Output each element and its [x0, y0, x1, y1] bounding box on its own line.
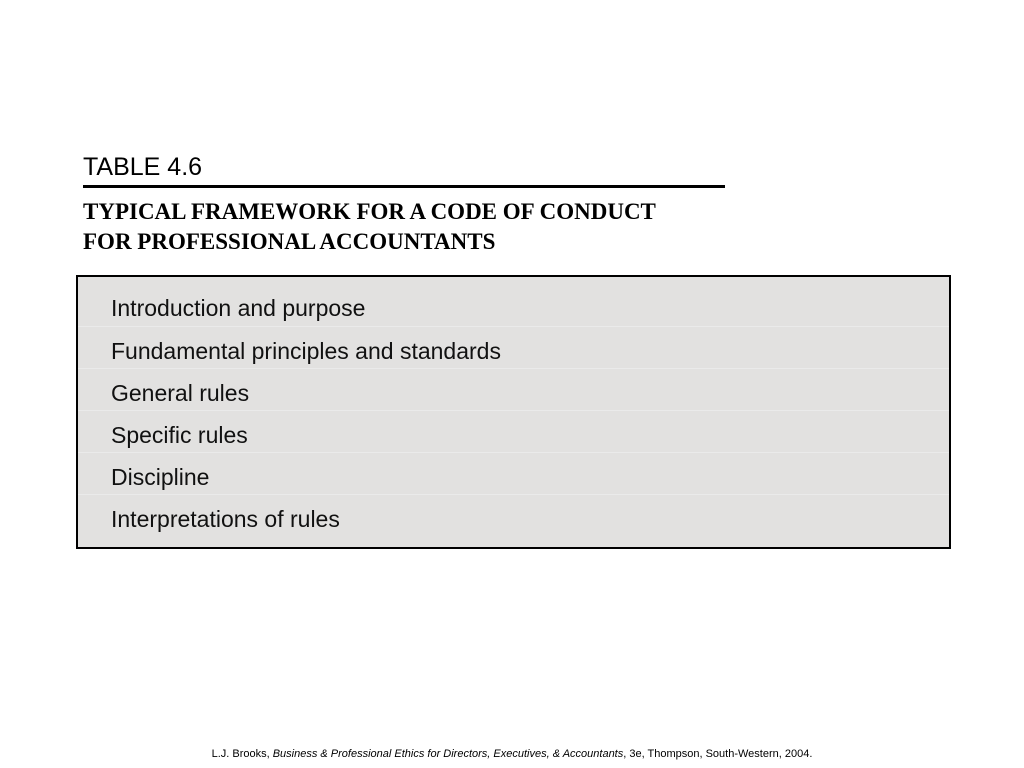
- list-item-specific-rules: Specific rules: [78, 412, 949, 453]
- list-item-interpretations: Interpretations of rules: [111, 506, 340, 532]
- table-title-line-1: TYPICAL FRAMEWORK FOR A CODE OF CONDUCT: [83, 199, 656, 224]
- list-item-discipline: Discipline: [78, 454, 949, 495]
- table-title: [83, 197, 656, 257]
- code-framework-list: [78, 277, 949, 536]
- list-item-fundamental-principles: Fundamental principles and standards: [78, 328, 949, 369]
- citation-author: L.J. Brooks,: [211, 748, 273, 760]
- list-item-general-rules: General rules: [78, 370, 949, 411]
- citation-book-title: Business & Professional Ethics for Directors, Executives, & Accountants: [272, 748, 624, 760]
- code-framework-box: [76, 275, 951, 549]
- title-underline-rule: [83, 185, 725, 188]
- table-number-label: TABLE 4.6: [83, 153, 203, 181]
- list-item-introduction: Introduction and purpose: [78, 286, 949, 327]
- table-title-line-2: FOR PROFESSIONAL ACCOUNTANTS: [83, 229, 496, 254]
- citation-publication: , 3e, Thompson, South-Western, 2004.: [623, 748, 813, 760]
- source-citation: [0, 747, 1024, 761]
